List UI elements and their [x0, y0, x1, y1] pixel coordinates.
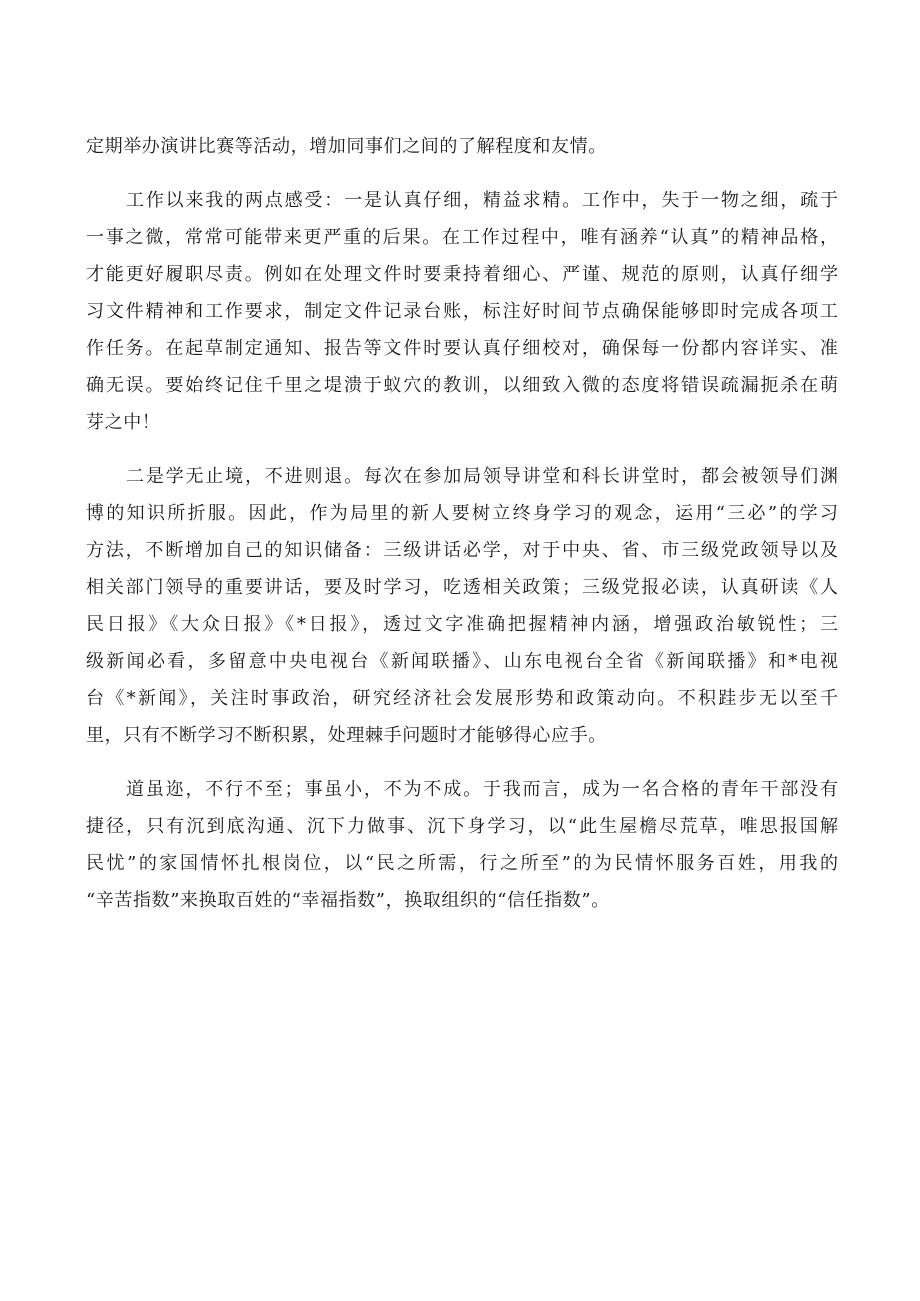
- paragraph-line: 捷径，只有沉到底沟通、沉下力做事、沉下身学习，以“此生屋檐尽荒草，唯思报国解: [86, 816, 838, 837]
- paragraph-gap: [86, 441, 838, 458]
- paragraph-line: 习文件精神和工作要求，制定文件记录台账，标注好时间节点确保能够即时完成各项工: [86, 301, 838, 322]
- paragraph-line: 相关部门领导的重要讲话，要及时学习，吃透相关政策；三级党报必读，认真研读《人: [86, 577, 838, 598]
- paragraph-line: 一事之微，常常可能带来更严重的后果。在工作过程中，唯有涵养“认真”的精神品格，: [86, 227, 838, 248]
- paragraph-line: 民日报》《大众日报》《*日报》，透过文字准确把握精神内涵，增强政治敏锐性；三: [86, 614, 838, 635]
- paragraph-line: 博的知识所折服。因此，作为局里的新人要树立终身学习的观念，运用“三必”的学习: [86, 503, 838, 524]
- paragraph-line: 台《*新闻》，关注时事政治，研究经济社会发展形势和政策动向。不积跬步无以至千: [86, 688, 838, 709]
- paragraph-line: 民忧”的家国情怀扎根岗位，以“民之所需，行之所至”的为民情怀服务百姓，用我的: [86, 853, 838, 874]
- paragraph-line: 定期举办演讲比赛等活动，增加同事们之间的了解程度和友情。: [86, 136, 607, 157]
- paragraph-line: 工作以来我的两点感受：一是认真仔细，精益求精。工作中，失于一物之细，疏于: [126, 190, 838, 211]
- document-body: [86, 128, 838, 919]
- paragraph-line: 确无误。要始终记住千里之堤溃于蚁穴的教训，以细致入微的态度将错误疏漏扼杀在萌: [86, 375, 838, 396]
- paragraph-line: 道虽迩，不行不至；事虽小，不为不成。于我而言，成为一名合格的青年干部没有: [126, 779, 838, 800]
- paragraph-line: 才能更好履职尽责。例如在处理文件时要秉持着细心、严谨、规范的原则，认真仔细学: [86, 264, 838, 285]
- paragraph-line: 作任务。在起草制定通知、报告等文件时要认真仔细校对，确保每一份都内容详实、准: [86, 338, 838, 359]
- paragraph-line: 级新闻必看，多留意中央电视台《新闻联播》、山东电视台全省《新闻联播》和*电视: [86, 651, 838, 672]
- paragraph-line: 方法，不断增加自己的知识储备：三级讲话必学，对于中央、省、市三级党政领导以及: [86, 540, 838, 561]
- paragraph-gap: [86, 754, 838, 771]
- paragraph-gap: [86, 165, 838, 182]
- paragraph-line: 芽之中！: [86, 412, 161, 433]
- paragraph-line: 二是学无止境，不进则退。每次在参加局领导讲堂和科长讲堂时，都会被领导们渊: [126, 466, 838, 487]
- paragraph-line: 里，只有不断学习不断积累，处理棘手问题时才能够得心应手。: [86, 725, 607, 746]
- paragraph-line: “辛苦指数”来换取百姓的“幸福指数”，换取组织的“信任指数”。: [86, 890, 610, 911]
